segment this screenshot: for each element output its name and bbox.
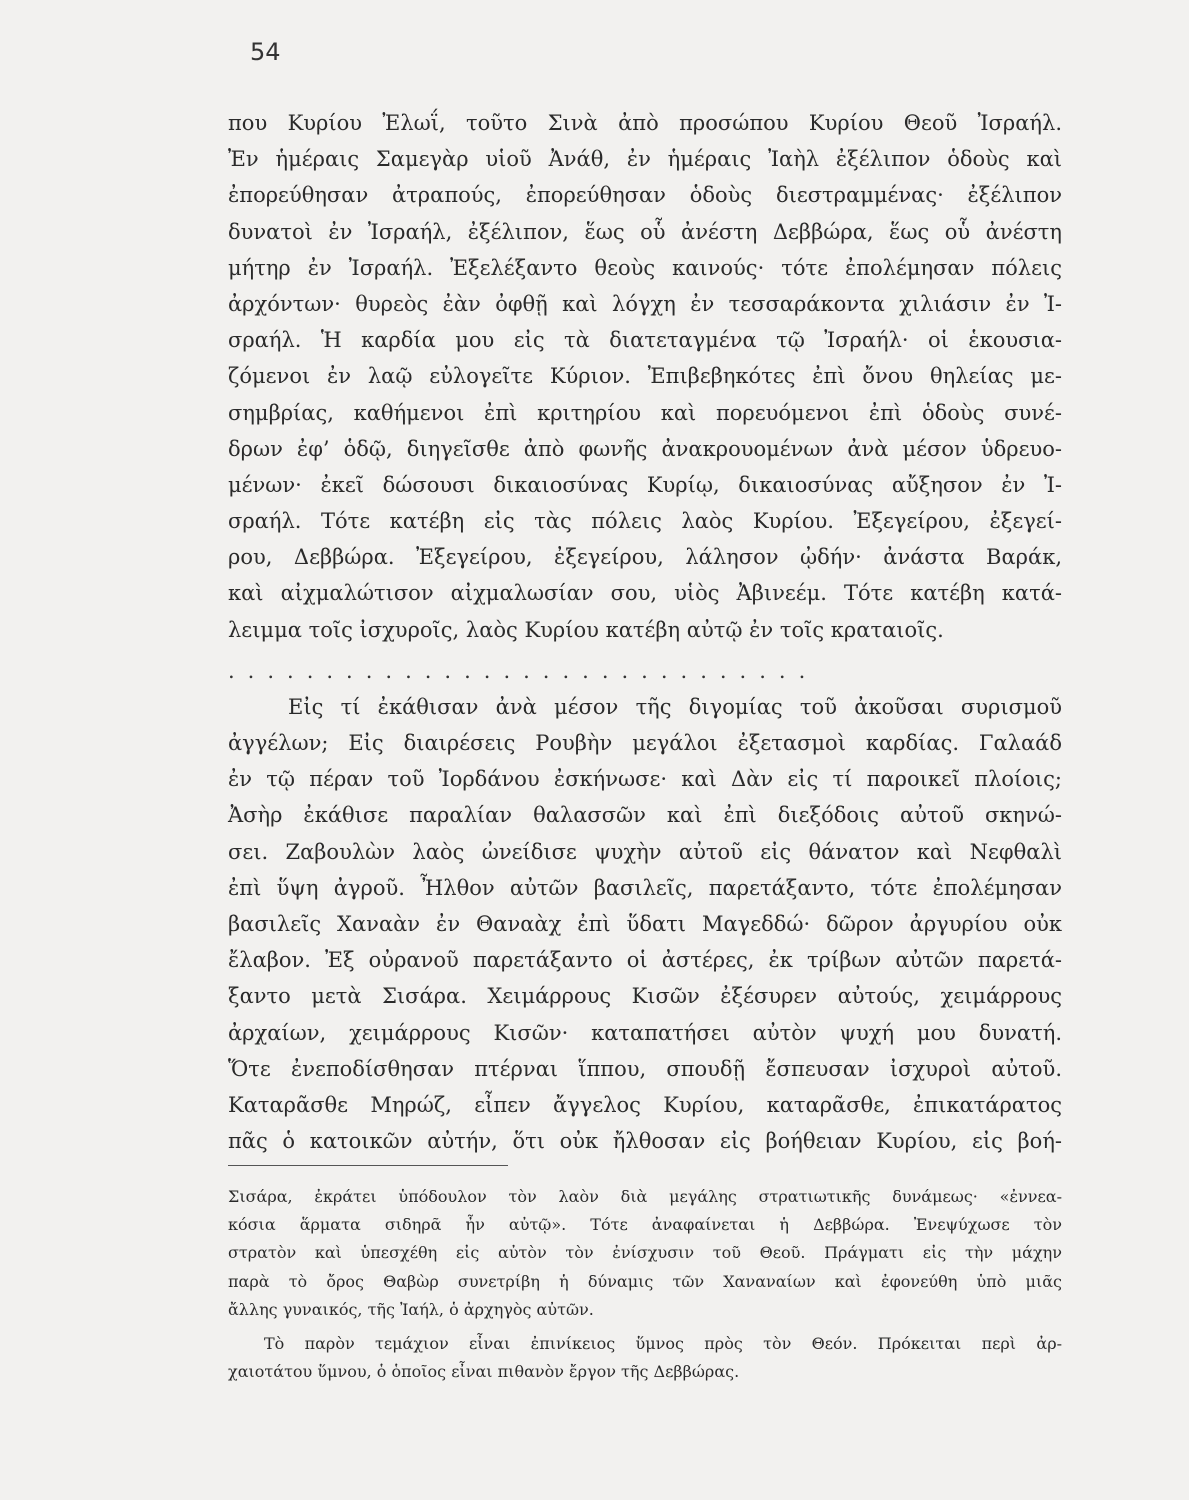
text-line: πᾶς ὁ κατοικῶν αὐτήν, ὅτι οὐκ ἤλθοσαν εἰς βοήθειαν Κυρίου, εἰς βοή- (228, 1129, 1062, 1154)
text-line: Ὅτε ἐνεποδίσθησαν πτέρναι ἵππου, σπουδῇ ἔσπευσαν ἰσχυροὶ αὐτοῦ. (228, 1056, 1062, 1081)
footnote-line: στρατὸν καὶ ὑπεσχέθη εἰς αὐτὸν τὸν ἐνίσχυσιν τοῦ Θεοῦ. Πράγματι εἰς τὴν μάχην (228, 1243, 1062, 1263)
footnotes (228, 1183, 1062, 1386)
footnote-divider (228, 1165, 508, 1166)
main-text (228, 105, 1062, 1159)
text-line: ἐπορεύθησαν ἀτραπούς, ἐπορεύθησαν ὁδοὺς διεστραμμένας· ἐξέλιπον (228, 183, 1062, 208)
text-line: ἐπὶ ὕψη ἀγροῦ. Ἦλθον αὐτῶν βασιλεῖς, παρετάξαντο, τότε ἐπολέμησαν (228, 875, 1062, 900)
text-line: ἐν τῷ πέραν τοῦ Ἰορδάνου ἐσκήνωσε· καὶ Δὰν εἰς τί παροικεῖ πλοίοις; (228, 767, 1062, 792)
footnote-line: χαιοτάτου ὕμνου, ὁ ὁποῖος εἶναι πιθανὸν ἔργον τῆς Δεββώρας. (228, 1362, 740, 1382)
text-line: Ἀσὴρ ἐκάθισε παραλίαν θαλασσῶν καὶ ἐπὶ διεξόδοις αὐτοῦ σκηνώ- (228, 803, 1062, 828)
footnote-line: παρὰ τὸ ὄρος Θαβὼρ συνετρίβη ἡ δύναμις τῶν Χαναναίων καὶ ἐφονεύθη ὑπὸ μιᾶς (228, 1271, 1062, 1291)
text-line: σραήλ. Ἡ καρδία μου εἰς τὰ διατεταγμένα τῷ Ἰσραήλ· οἱ ἑκουσια- (228, 328, 1062, 353)
footnote-2 (228, 1330, 1062, 1386)
text-line: βασιλεῖς Χαναὰν ἐν Θαναὰχ ἐπὶ ὕδατι Μαγεδδώ· δῶρον ἀργυρίου οὐκ (228, 911, 1062, 936)
text-line: Ἐν ἡμέραις Σαμεγὰρ υἱοῦ Ἀνάθ, ἐν ἡμέραις Ἰαὴλ ἐξέλιπον ὁδοὺς καὶ (228, 147, 1062, 172)
ellipsis-separator: .............................. (228, 658, 819, 683)
text-line: δρων ἐφ’ ὁδῷ, διηγεῖσθε ἀπὸ φωνῆς ἀνακρουομένων ἀνὰ μέσον ὑδρευο- (228, 436, 1062, 461)
text-line: ἀγγέλων; Εἰς διαιρέσεις Ρουβὴν μεγάλοι ἐξετασμοὶ καρδίας. Γαλαάδ (228, 731, 1062, 755)
text-line: μήτηρ ἐν Ἰσραήλ. Ἐξελέξαντο θεοὺς καινούς· τότε ἐπολέμησαν πόλεις (228, 255, 1062, 280)
paragraph-1 (228, 105, 1062, 648)
text-line: ἔλαβον. Ἐξ οὐρανοῦ παρετάξαντο οἱ ἀστέρες, ἐκ τρίβων αὐτῶν παρετά- (228, 948, 1062, 973)
footnote-1 (228, 1183, 1062, 1324)
text-line: δυνατοὶ ἐν Ἰσραήλ, ἐξέλιπον, ἕως οὗ ἀνέστη Δεββώρα, ἕως οὗ ἀνέστη (228, 219, 1062, 244)
text-line: ξαντο μετὰ Σισάρα. Χειμάρρους Κισῶν ἐξέσυρεν αὐτούς, χειμάρρους (228, 984, 1062, 1009)
text-line: ἀρχόντων· θυρεὸς ἐὰν ὀφθῇ καὶ λόγχη ἐν τεσσαράκοντα χιλιάσιν ἐν Ἰ- (228, 291, 1062, 316)
text-line: που Κυρίου Ἐλωΐ, τοῦτο Σινὰ ἀπὸ προσώπου Κυρίου Θεοῦ Ἰσραήλ. (228, 111, 1062, 135)
footnote-line: Τὸ παρὸν τεμάχιον εἶναι ἐπινίκειος ὕμνος πρὸς τὸν Θεόν. Πρόκειται περὶ ἀρ- (264, 1333, 1062, 1353)
page-number: 54 (250, 38, 281, 66)
text-line: ἀρχαίων, χειμάρρους Κισῶν· καταπατήσει αὐτὸν ψυχή μου δυνατή. (228, 1020, 1062, 1045)
text-line: καὶ αἰχμαλώτισον αἰχμαλωσίαν σου, υἱὸς Ἀβινεέμ. Τότε κατέβη κατά- (228, 581, 1062, 606)
text-line: λειμμα τοῖς ἰσχυροῖς, λαὸς Κυρίου κατέβη αὐτῷ ἐν τοῖς κραταιοῖς. (228, 617, 944, 642)
text-line: σημβρίας, καθήμενοι ἐπὶ κριτηρίου καὶ πορευόμενοι ἐπὶ ὁδοὺς συνέ- (228, 400, 1062, 425)
text-line: σει. Ζαβουλὼν λαὸς ὠνείδισε ψυχὴν αὐτοῦ εἰς θάνατον καὶ Νεφθαλὶ (228, 839, 1062, 864)
text-line: ρου, Δεββώρα. Ἐξεγείρου, ἐξεγείρου, λάλησον ᾠδήν· ἀνάστα Βαράκ, (228, 545, 1062, 570)
footnote-line: κόσια ἅρματα σιδηρᾶ ἦν αὐτῷ». Τότε ἀναφαίνεται ἡ Δεββώρα. Ἐνεψύχωσε τὸν (228, 1215, 1062, 1235)
paragraph-2 (228, 689, 1062, 1159)
footnote-line: ἄλλης γυναικός, τῆς Ἰαήλ, ὁ ἀρχηγὸς αὐτῶν. (228, 1299, 594, 1319)
text-line: Εἰς τί ἐκάθισαν ἀνὰ μέσον τῆς διγομίας τοῦ ἀκοῦσαι συρισμοῦ (288, 694, 1062, 719)
text-line: σραήλ. Τότε κατέβη εἰς τὰς πόλεις λαὸς Κυρίου. Ἐξεγείρου, ἐξεγεί- (228, 509, 1062, 534)
text-line: μένων· ἐκεῖ δώσουσι δικαιοσύνας Κυρίῳ, δικαιοσύνας αὔξησον ἐν Ἰ- (228, 472, 1062, 497)
text-line: ζόμενοι ἐν λαῷ εὐλογεῖτε Κύριον. Ἐπιβεβηκότες ἐπὶ ὄνου θηλείας με- (228, 364, 1062, 389)
text-line: Καταρᾶσθε Μηρώζ, εἶπεν ἄγγελος Κυρίου, καταρᾶσθε, ἐπικατάρατος (228, 1092, 1062, 1117)
footnote-line: Σισάρα, ἐκράτει ὑπόδουλον τὸν λαὸν διὰ μεγάλης στρατιωτικῆς δυνάμεως· «ἐννεα- (228, 1187, 1062, 1206)
